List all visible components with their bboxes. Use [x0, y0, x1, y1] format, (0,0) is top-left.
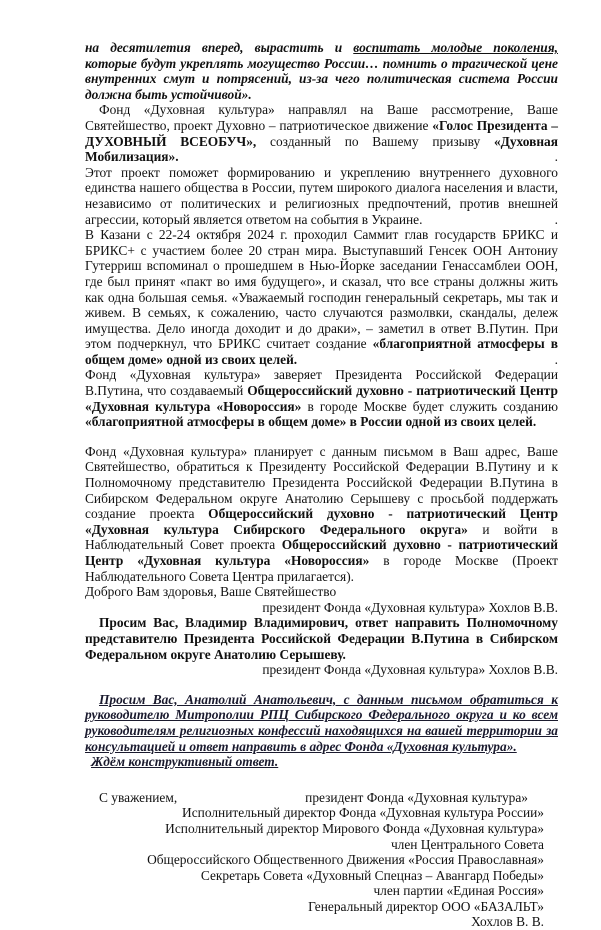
para1-text: Фонд «Духовная культура» направлял на Ваше рассмотрение, Ваше Святейшество, проект Духовно – патриотическое движение [85, 102, 558, 133]
stray-dot: . [554, 211, 558, 227]
para4-text3: в городе Москве (Проект Наблюдательного Совета Центра прилагается). [85, 553, 559, 584]
para1-text3: Этот проект поможет формированию и укреплению внутреннего духовного единства нашего общества в России, путем широкого диалога населения и власти, независимо от политических и религиозных предпочтений, против внешней агрессии, который является ответом на события в Украине. [85, 164, 558, 227]
spacer [85, 770, 558, 790]
stray-dot: . [554, 351, 558, 367]
para1-text2: созданный по Вашему призыву [256, 133, 494, 149]
spacer [85, 430, 558, 444]
signature-line-4: Общероссийского Общественного Движения «Россия Православная» [147, 852, 544, 868]
paragraph-plan [85, 444, 558, 584]
para4-text2: и войти в Наблюдательный Совет проекта [85, 521, 558, 553]
para4-bold-novorossiya-center: Общероссийский духовно - патриотический Центр «Духовная культура «Новороссия» [85, 537, 558, 568]
intro-quote-rest: которые будут укреплять могущество России… помнить о трагической цене внутренних смут и потрясений, из-за чего политическая система России должна быть устойчивой». [85, 55, 558, 102]
para1-bold-mobilization: «Духовная Мобилизация». [85, 133, 558, 165]
para1-bold-movement: «Голос Президента – ДУХОВНЫЙ ВСЕОБУЧ», [85, 117, 558, 149]
signature-line-2: Исполнительный директор Мирового Фонда «Духовная культура» [165, 820, 544, 836]
para3-bold-center: Общероссийский духовно - патриотический Центр «Духовная культура «Новороссия» [85, 383, 558, 414]
request-to-putin: Просим Вас, Владимир Владимирович, ответ направить Полномочному представителю Президента Российской Федерации В.Путина в Сибирском Федеральном округе Анатолию Серышеву. [85, 615, 558, 662]
signature-line-5: Секретарь Совета «Духовный Спецназ – Авангард Победы» [200, 867, 544, 883]
signature-name: Хохлов В. В. [471, 914, 544, 930]
await-response: Ждём конструктивный ответ. [91, 754, 279, 770]
signature-line-0: президент Фонда «Духовная культура» [305, 789, 528, 805]
para4-bold-siberia-center: Общероссийский духовно - патриотический Центр «Духовная культура Сибирского Федерального округа» [85, 506, 558, 537]
signature-line-7: Генеральный директор ООО «БАЗАЛЬТ» [308, 898, 544, 914]
closing-health: Доброго Вам здоровья, Ваше Святейшество [85, 584, 337, 600]
spacer [85, 678, 558, 692]
para2-bold: «благоприятной атмосферы в общем доме» одной из своих целей. [85, 336, 559, 367]
signature-line-6: член партии «Единая Россия» [373, 883, 544, 899]
paragraph-brics [85, 227, 558, 367]
signature-president-2: президент Фонда «Духовная культура» Хохлов В.В. [262, 662, 558, 678]
letter-page [85, 40, 558, 930]
intro-quote-text: на десятилетия вперед, вырастить и [85, 40, 354, 55]
para4-text: Фонд «Духовная культура» планирует с данным письмом в Ваш адрес, Ваше Святейшество, обратиться к Президенту Российской Федерации В.Путину и к Полномочному представителю Президента Российской Федерации В.Путина в Сибирском Федеральном округе Анатолию Серышеву с просьбой поддержать создание проекта [85, 443, 558, 522]
para3-text: Фонд «Духовная культура» заверяет Президента Российской Федерации В.Путина, что создаваемый [85, 367, 558, 399]
stray-dot: . [554, 149, 558, 165]
intro-quote [85, 40, 558, 102]
para3-bold-atmosphere: «благоприятной атмосферы в общем доме» в России одной из своих целей. [85, 414, 537, 430]
para3-text2: в городе Москве будет служить созданию [301, 398, 558, 414]
signature-president-1: президент Фонда «Духовная культура» Хохлов В.В. [262, 599, 558, 615]
signature-line-3: член Центрального Совета [390, 836, 544, 852]
paragraph-project [85, 102, 558, 164]
request-to-serishev: Просим Вас, Анатолий Анатольевич, с данным письмом обратиться к руководителю Митрополии РПЦ Сибирского Федерального округа и ко всем руководителям религиозных конфессий находящихся на вашей территории за консультацией и ответ направить в адрес Фонда «Духовная культура». [85, 691, 558, 754]
regards-text: С уважением, [99, 789, 178, 805]
signature-line-1: Исполнительный директор Фонда «Духовная культура России» [182, 805, 544, 821]
paragraph-project-continued [85, 165, 558, 227]
intro-quote-underlined: воспитать молодые поколения, [353, 40, 558, 55]
para2-text: В Казани с 22-24 октября 2024 г. проходил Саммит глав государств БРИКС и БРИКС+ с участием более 20 стран мира. Выступавший Генсек ООН Антониу Гутерриш вспоминал о прошедшем в Нью-Йорке заседании Генассамблеи ООН, где был принят «пакт во имя будущего», и сказал, что все страны должны жить как одна большая семья. «Уважаемый господин генеральный секретарь, мы так и живем. В семьях, к сожалению, часто случаются размолвки, скандалы, дележ имущества. Дело иногда доходит и до драки», – заметил в ответ В.Путин. При этом подчеркнул, что БРИКС считает создание [85, 227, 558, 352]
signature-row [85, 790, 558, 806]
paragraph-novorossiya [85, 367, 558, 429]
signature-block [85, 805, 558, 930]
